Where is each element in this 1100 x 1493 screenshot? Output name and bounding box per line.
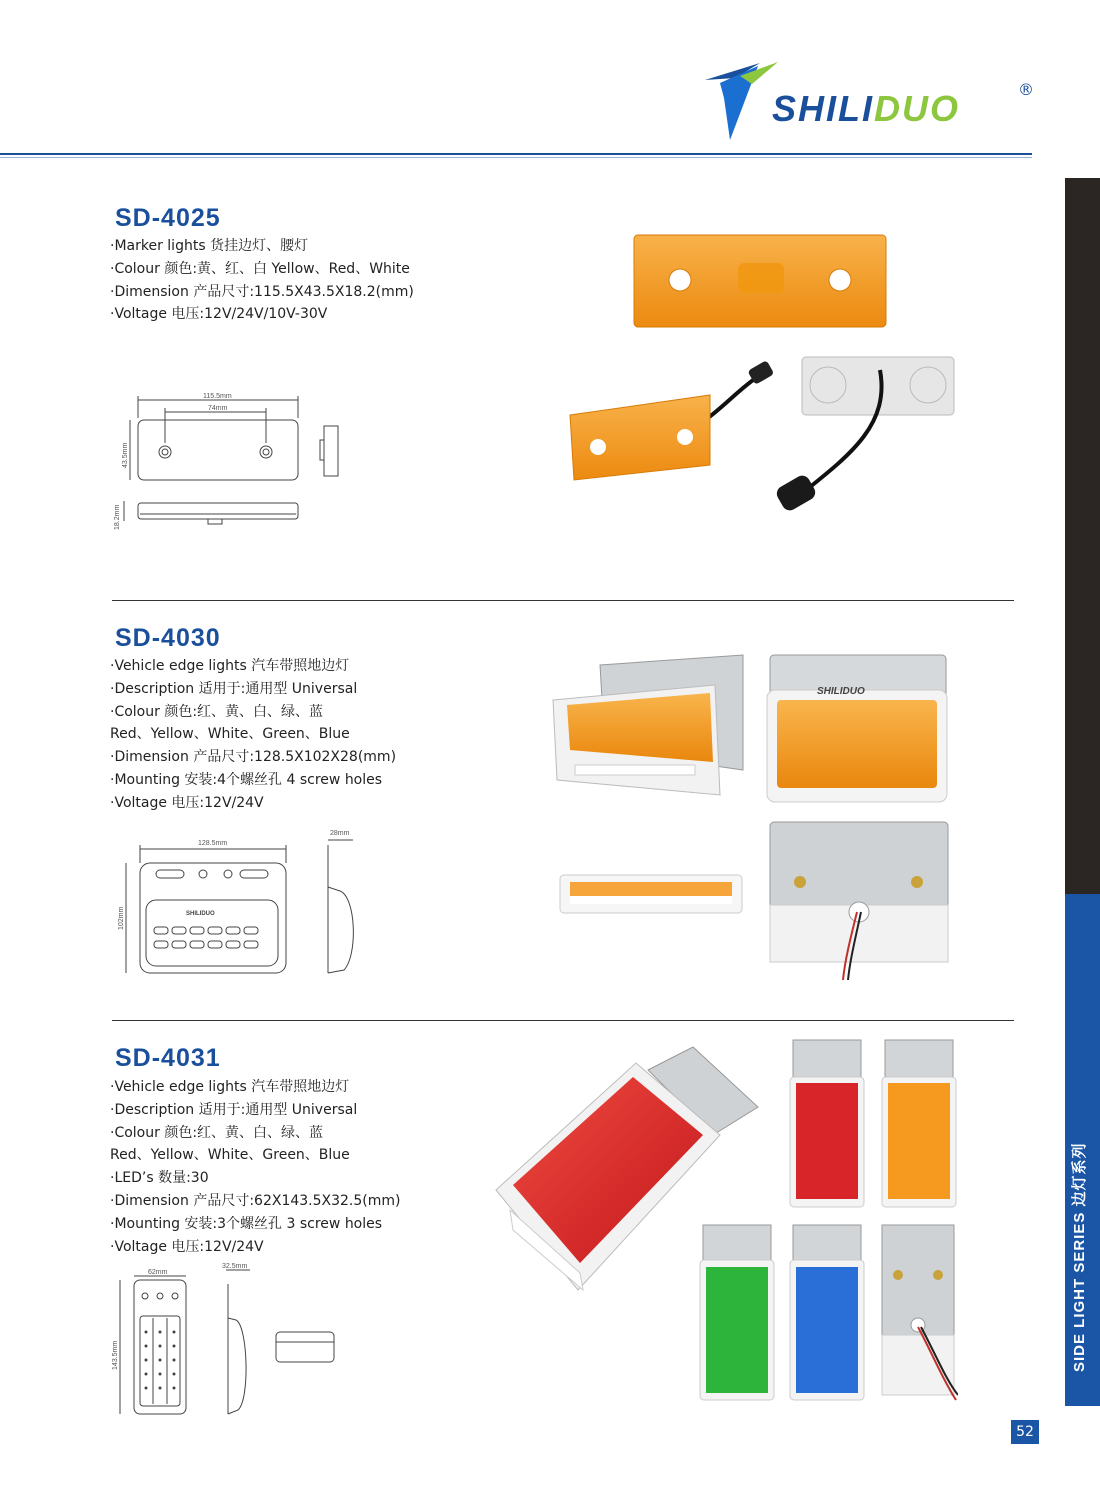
product-specs-sd4031 (110, 1076, 400, 1258)
dim-depth: 32.5mm (222, 1263, 248, 1270)
section-divider (112, 1020, 1014, 1021)
section-divider (112, 600, 1014, 601)
spec-line: ·Description 适用于:通用型 Universal (110, 680, 358, 697)
technical-drawing-sd4030 (108, 825, 368, 980)
dim-depth: 28mm (330, 830, 350, 837)
dim-height: 143.5mm (112, 1340, 119, 1370)
technical-drawing-sd4031 (108, 1260, 348, 1420)
header-rule-thin (0, 157, 1032, 158)
header-rule (0, 153, 1032, 155)
product-specs-sd4025 (110, 235, 414, 326)
photo-brand-mark: SHILIDUO (817, 686, 865, 697)
spec-line: ·Marker lights 货挂边灯、腰灯 (110, 238, 309, 254)
dim-width: 128.5mm (198, 840, 228, 847)
sidebar-series-label: SIDE LIGHT SERIES 边灯系列 (1071, 1142, 1088, 1372)
spec-line: ·Voltage 电压:12V/24V (110, 794, 264, 811)
spec-line: ·Vehicle edge lights 汽车带照地边灯 (110, 658, 350, 674)
brand-logo (700, 58, 1040, 148)
technical-drawing-sd4025 (108, 388, 358, 538)
dim-width-outer: 115.5mm (203, 393, 232, 400)
dim-width-holes: 74mm (208, 405, 228, 412)
spec-line: ·Description 适用于:通用型 Universal (110, 1101, 358, 1118)
spec-line: ·LED’s 数量:30 (110, 1170, 209, 1187)
spec-line: ·Colour 颜色:红、黄、白、绿、蓝 (110, 1124, 324, 1141)
spec-line: ·Colour 颜色:红、黄、白、绿、蓝 (110, 703, 324, 720)
registered-mark: ® (1018, 80, 1034, 99)
spec-line: ·Dimension 产品尺寸:115.5X43.5X18.2(mm) (110, 283, 414, 300)
product-title-sd4031: SD-4031 (115, 1044, 221, 1072)
dim-width: 62mm (148, 1269, 168, 1276)
spec-line: Red、Yellow、White、Green、Blue (110, 1147, 350, 1164)
product-photos-sd4025 (560, 225, 970, 525)
product-title-sd4030: SD-4030 (115, 624, 221, 652)
spec-line: ·Voltage 电压:12V/24V/10V-30V (110, 306, 328, 323)
spec-line: Red、Yellow、White、Green、Blue (110, 726, 350, 743)
sidebar-dark-band (1065, 178, 1100, 894)
product-photos-sd4030 (545, 650, 955, 980)
logo-mark-icon (700, 58, 780, 148)
product-specs-sd4030 (110, 655, 396, 815)
dim-height: 43.5mm (122, 442, 129, 468)
product-photos-sd4031 (488, 1035, 958, 1405)
page-number: 52 (1011, 1420, 1039, 1444)
spec-line: ·Voltage 电压:12V/24V (110, 1238, 264, 1255)
dim-depth: 18.2mm (114, 504, 121, 530)
brand-name: SHILIDUO (772, 88, 961, 129)
drawing-brand-mark: SHILIDUO (186, 911, 215, 917)
spec-line: ·Mounting 安装:4个螺丝孔 4 screw holes (110, 771, 383, 788)
spec-line: ·Colour 颜色:黄、红、白 Yellow、Red、White (110, 260, 410, 277)
product-title-sd4025: SD-4025 (115, 204, 221, 232)
spec-line: ·Vehicle edge lights 汽车带照地边灯 (110, 1079, 350, 1095)
dim-height: 102mm (118, 906, 125, 930)
spec-line: ·Dimension 产品尺寸:62X143.5X32.5(mm) (110, 1192, 401, 1209)
spec-line: ·Dimension 产品尺寸:128.5X102X28(mm) (110, 749, 397, 766)
spec-line: ·Mounting 安装:3个螺丝孔 3 screw holes (110, 1215, 383, 1232)
